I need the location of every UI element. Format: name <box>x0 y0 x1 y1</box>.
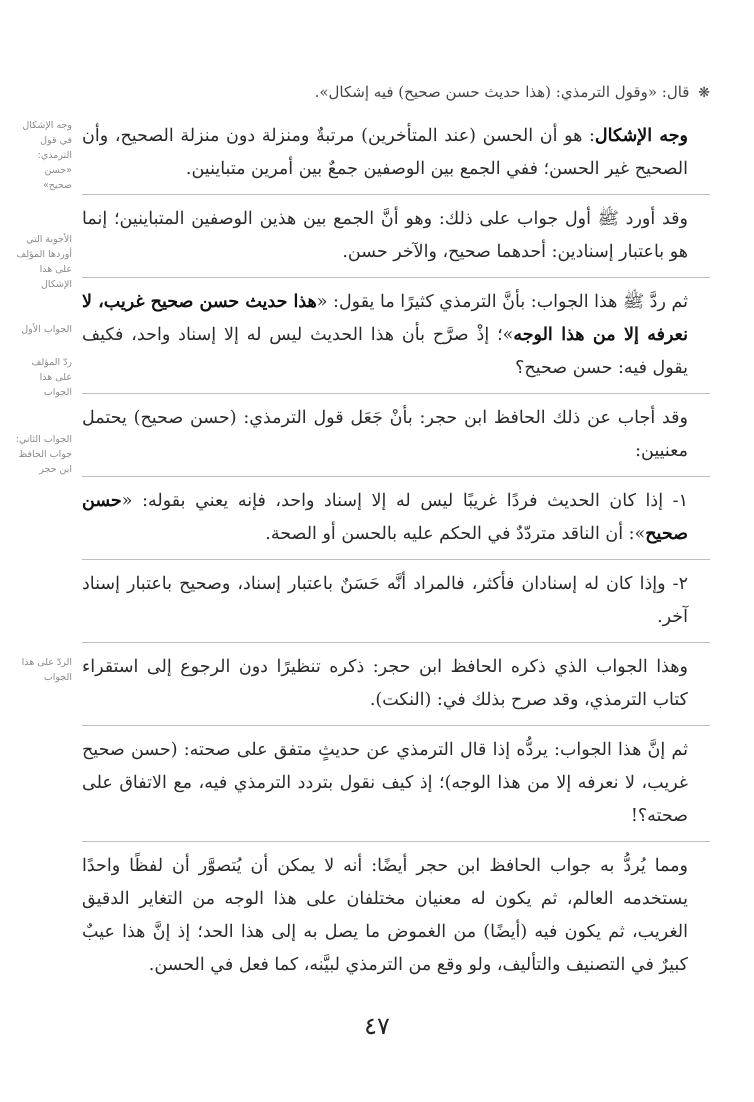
paragraph-lead: وجه الإشكال <box>594 126 688 146</box>
main-text-column <box>82 76 710 982</box>
margin-note-first-answer: الجواب الأول <box>21 324 72 335</box>
page-number: ٤٧ <box>364 1012 390 1040</box>
margin-note-reply: الردّ على هذا الجواب <box>21 657 72 683</box>
quoted-statement <box>82 76 710 110</box>
paragraph-reply: وهذا الجواب الذي ذكره الحافظ ابن حجر: ذكره تنظيرًا دون الرجوع إلى استقراء كتاب الترمذي، وقد صرح بذلك في: (النكت). <box>82 657 688 710</box>
divider <box>82 393 710 394</box>
list-item-1: ١- إذا كان الحديث فردًا غريبًا ليس له إلا إسناد واحد، فإنه يعني بقوله: «حسن صحيح»: أن الناقد متردّدٌ في الحكم عليه بالحسن أو الصحة. <box>82 491 688 544</box>
divider <box>82 559 710 560</box>
margin-note-second-answer: الجواب الثاني: جواب الحافظ ابن حجر <box>15 434 72 475</box>
quote-text: قال: «وقول الترمذي: (هذا حديث حسن صحيح) فيه إشكال». <box>314 83 690 101</box>
paragraph-problem: وجه الإشكال: هو أن الحسن (عند المتأخرين) مرتبةٌ ومنزلة دون منزلة الصحيح، وأن الصحيح غير الحسن؛ ففي الجمع بين الوصفين جمعٌ بين أمرين متباينين. <box>82 126 688 179</box>
divider <box>82 725 710 726</box>
paragraph-reply-3: ومما يُردُّ به جواب الحافظ ابن حجر أيضًا: أنه لا يمكن أن يُتصوَّر أن لفظًا واحدًا يستخدمه العالم، ثم يكون له معنيان مختلفان على هذا الوجه من التغاير الدقيق الغريب، ثم يكون فيه (أيضًا) من الغموض ما يصل به إلى هذا الحد؛ إذ إنَّ هذا عيبٌ كبيرٌ في التصنيف والتأليف، ولو وقع من الترمذي لبيَّنه، كما فعل في الحسن. <box>82 856 688 975</box>
divider <box>82 841 710 842</box>
divider <box>82 476 710 477</box>
paragraph-rebuttal: ثم ردَّ ﷺ هذا الجواب: بأنَّ الترمذي كثيرًا ما يقول: «هذا حديث حسن صحيح غريب، لا نعرفه إلا من هذا الوجه»؛ إذْ صرَّح بأن هذا الحديث ليس له إلا إسناد واحد، فكيف يقول فيه: حسن صحيح؟ <box>82 292 688 378</box>
paragraph-reply-2: ثم إنَّ هذا الجواب: يردُّه إذا قال الترمذي عن حديثٍ متفق على صحته: (حسن صحيح غريب، لا نعرفه إلا من هذا الوجه)؛ إذ كيف نقول بتردد الترمذي فيه، مع الاتفاق على صحته؟! <box>82 740 688 826</box>
paragraph-second-answer: وقد أجاب عن ذلك الحافظ ابن حجر: بأنْ جَعَل قول الترمذي: (حسن صحيح) يحتمل معنيين: <box>82 408 688 461</box>
paragraph-first-answer: وقد أورد ﷺ أول جواب على ذلك: وهو أنَّ الجمع بين هذين الوصفين المتباينين؛ إنما هو باعتبار إسنادين: أحدهما صحيح، والآخر حسن. <box>82 209 688 262</box>
star-ornament-icon: ❋ <box>698 85 710 101</box>
divider <box>82 194 710 195</box>
divider <box>82 277 710 278</box>
divider <box>82 642 710 643</box>
margin-note-problem: وجه الإشكال في قول الترمذي: «حسن صحيح» <box>22 120 72 191</box>
margin-note-answers: الأجوبة التي أوردها المؤلف على هذا الإشكال <box>16 234 72 290</box>
margin-note-author-rebuttal: ردّ المؤلف على هذا الجواب <box>31 357 72 398</box>
list-item-2: ٢- وإذا كان له إسنادان فأكثر، فالمراد أنَّه حَسَنٌ باعتبار إسناد، وصحيح باعتبار إسناد آخر. <box>82 574 688 627</box>
